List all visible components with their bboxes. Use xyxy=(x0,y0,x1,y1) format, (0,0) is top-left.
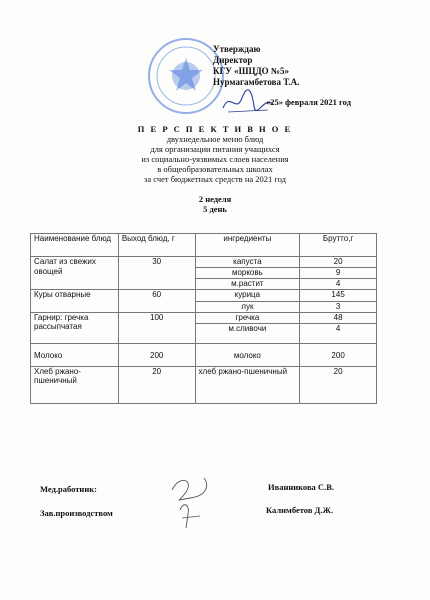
gross-weight: 48 xyxy=(300,313,377,324)
gross-weight: 200 xyxy=(300,344,377,367)
production-head-name: Калимбетов Д.Ж. xyxy=(266,505,334,515)
ingredient: молоко xyxy=(195,344,300,367)
ingredient: капуста xyxy=(195,257,300,268)
ingredient: морковь xyxy=(195,268,300,279)
gross-weight: 20 xyxy=(300,367,377,404)
header-yield: Выход блюд, г xyxy=(118,234,195,257)
ingredient: лук xyxy=(195,301,300,313)
approval-director-name: Нурмагамбетова Т.А. xyxy=(213,77,300,87)
title-line-4: в общеобразовательных школах xyxy=(157,164,273,174)
week-label: 2 неделя xyxy=(198,194,232,204)
day-label: 5 день xyxy=(203,204,227,214)
table-row xyxy=(31,367,377,404)
dish-yield: 100 xyxy=(118,313,195,344)
table-header-row xyxy=(31,234,377,257)
title-line-1: двухнедельное меню блюд xyxy=(166,134,264,144)
approval-block xyxy=(213,44,299,88)
header-dish: Наименование блюд xyxy=(31,234,119,257)
ingredient: гречка xyxy=(195,313,300,324)
gross-weight: 4 xyxy=(300,279,377,290)
dish-yield: 30 xyxy=(118,257,195,290)
header-ingredients: ингредиенты xyxy=(195,234,300,257)
title-line-2: для организации питания учащихся xyxy=(150,144,280,154)
table-row xyxy=(31,344,377,367)
title-heading: П Е Р С П Е К Т И В Н О Е xyxy=(137,124,293,134)
gross-weight: 3 xyxy=(300,301,377,313)
dish-yield: 60 xyxy=(118,290,195,313)
gross-weight: 145 xyxy=(300,290,377,302)
gross-weight: 20 xyxy=(300,257,377,268)
dish-yield: 20 xyxy=(118,367,195,404)
gross-weight: 4 xyxy=(300,324,377,344)
document-title xyxy=(0,124,430,184)
week-day-block xyxy=(0,194,430,214)
title-line-5: за счет бюджетных средств на 2021 год xyxy=(143,174,286,184)
table-row xyxy=(31,257,377,268)
title-line-3: из социально-уязвимых слоев населения xyxy=(141,154,289,164)
footer-signatures xyxy=(160,470,230,530)
table-row xyxy=(31,313,377,324)
gross-weight: 9 xyxy=(300,268,377,279)
dish-name: Хлеб ржано-пшеничный xyxy=(31,367,119,404)
dish-yield: 200 xyxy=(118,344,195,367)
production-head-label: Зав.производством xyxy=(40,508,113,518)
ingredient: м.сливочи xyxy=(195,324,300,344)
approval-approve: Утверждаю xyxy=(213,44,261,54)
ingredient: хлеб ржано-пшеничный xyxy=(195,367,300,404)
table-row xyxy=(31,290,377,302)
dish-name: Молоко xyxy=(31,344,119,367)
ingredient: курица xyxy=(195,290,300,302)
dish-name: Куры отварные xyxy=(31,290,119,313)
approval-position: Директор xyxy=(213,55,253,65)
dish-name: Гарнир: гречка рассыпчатая xyxy=(31,313,119,344)
menu-table xyxy=(30,233,377,404)
med-worker-label: Мед.работник: xyxy=(40,484,97,494)
header-gross: Брутто,г xyxy=(300,234,377,257)
approval-organization: КГУ «ШЦДО №5» xyxy=(213,66,289,76)
ingredient: м.растит xyxy=(195,279,300,290)
med-worker-name: Иванникова С.В. xyxy=(268,482,334,492)
approval-date: «25» февраля 2021 год xyxy=(266,97,351,107)
dish-name: Салат из свежих овощей xyxy=(31,257,119,290)
